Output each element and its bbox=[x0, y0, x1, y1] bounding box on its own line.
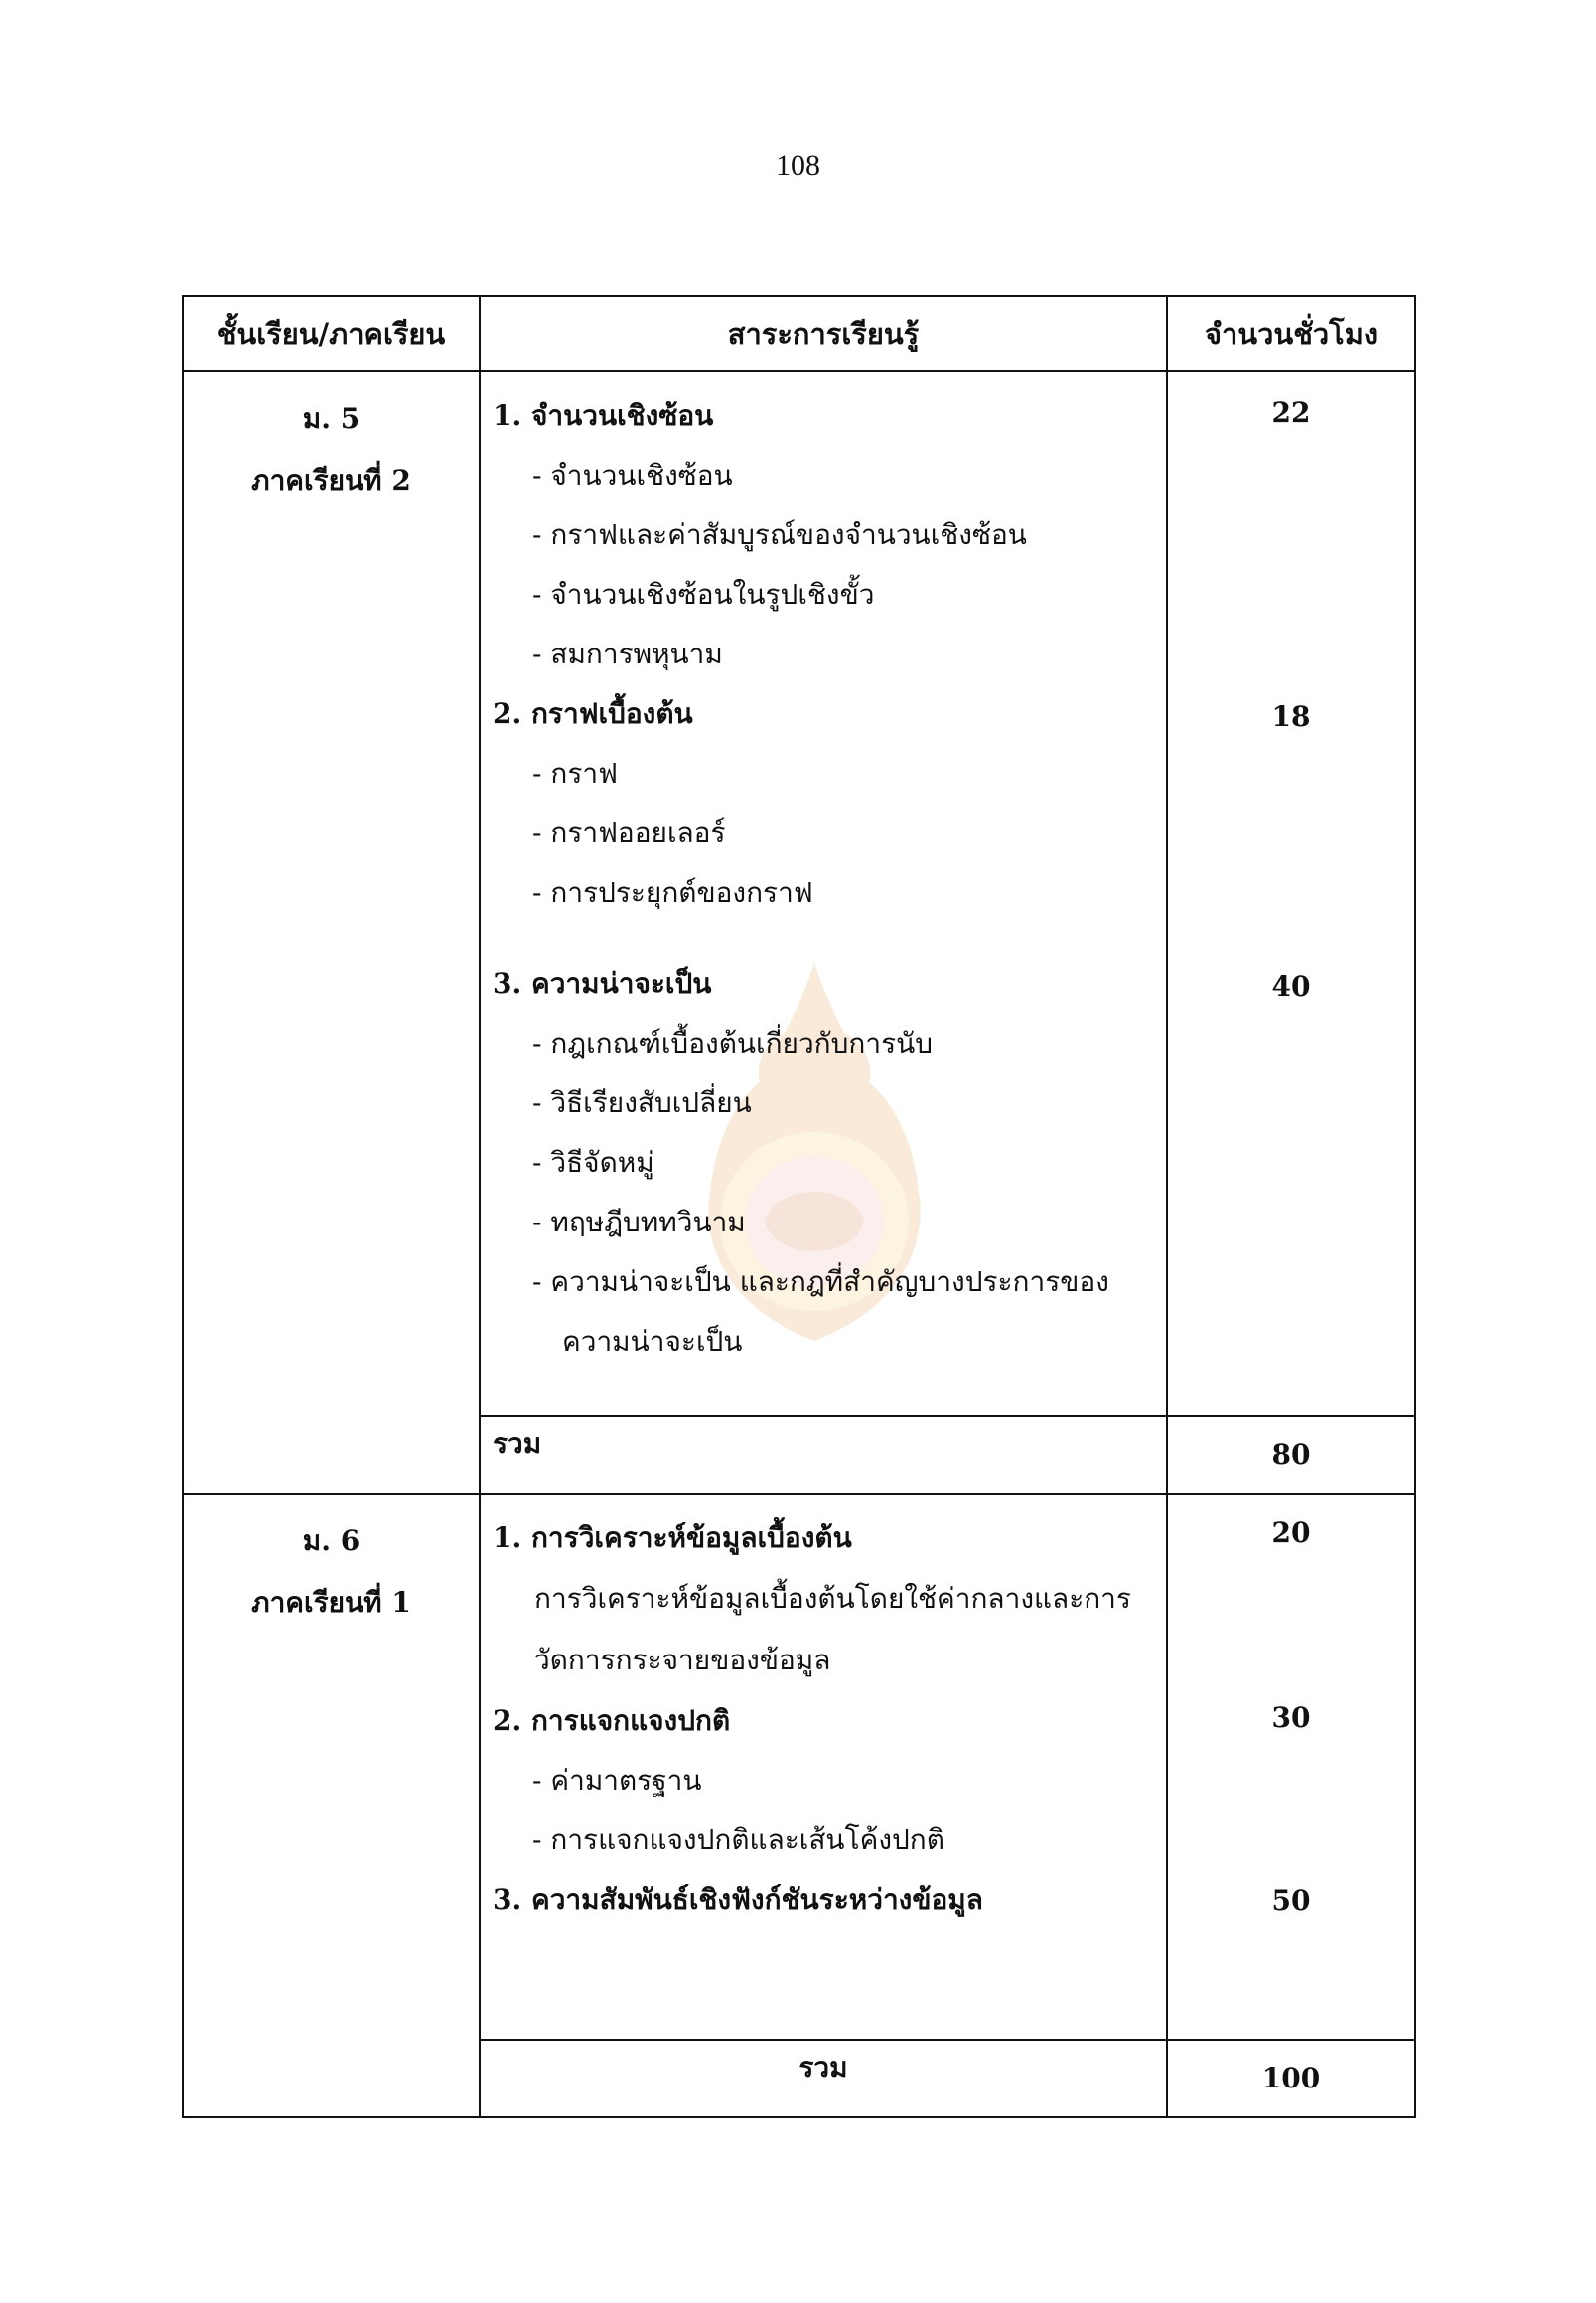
topic-item: - ค่ามาตรฐาน bbox=[532, 1764, 702, 1797]
total-label: รวม bbox=[480, 2040, 1167, 2117]
topic-paragraph: วัดการกระจายของข้อมูล bbox=[534, 1644, 831, 1676]
hours-value: 22 bbox=[1271, 396, 1311, 429]
topic-item: - กราฟและค่าสัมบูรณ์ของจำนวนเชิงซ้อน bbox=[532, 518, 1027, 551]
topic-title: 2. การแจกแจงปกติ bbox=[493, 1704, 731, 1737]
table-header-row bbox=[183, 296, 1415, 371]
table-row bbox=[183, 371, 1415, 1416]
topic-title: 1. จำนวนเชิงซ้อน bbox=[493, 399, 714, 432]
hours-value: 50 bbox=[1271, 1884, 1311, 1917]
header-content: สาระการเรียนรู้ bbox=[480, 296, 1167, 371]
topic-item: - จำนวนเชิงซ้อนในรูปเชิงขั้ว bbox=[532, 578, 875, 611]
topic-paragraph: การวิเคราะห์ข้อมูลเบื้องต้นโดยใช้ค่ากลางและการ bbox=[534, 1582, 1131, 1615]
page-number: 108 bbox=[776, 149, 820, 182]
topic-title: 1. การวิเคราะห์ข้อมูลเบื้องต้น bbox=[493, 1521, 852, 1554]
topic-item: - ความน่าจะเป็น และกฎที่สำคัญบางประการของ bbox=[532, 1265, 1109, 1298]
total-label: รวม bbox=[480, 1416, 1167, 1494]
grade-label: ม. 5 bbox=[302, 402, 361, 435]
topic-item: - กราฟ bbox=[532, 757, 618, 790]
term-label: ภาคเรียนที่ 2 bbox=[251, 464, 411, 497]
header-grade: ชั้นเรียน/ภาคเรียน bbox=[183, 296, 480, 371]
hours-value: 18 bbox=[1271, 700, 1311, 733]
topic-item: - วิธีจัดหมู่ bbox=[532, 1146, 654, 1179]
topic-title: 2. กราฟเบื้องต้น bbox=[493, 697, 693, 730]
topic-item: - การประยุกต์ของกราฟ bbox=[532, 876, 813, 909]
topic-item: - สมการพหุนาม bbox=[532, 638, 723, 670]
topic-item: - วิธีเรียงสับเปลี่ยน bbox=[532, 1086, 752, 1119]
total-hours: 80 bbox=[1167, 1416, 1415, 1494]
topic-item: - การแจกแจงปกติและเส้นโค้งปกติ bbox=[532, 1823, 944, 1856]
hours-value: 40 bbox=[1271, 970, 1311, 1003]
content-cell-m6 bbox=[480, 1494, 1167, 2040]
grade-cell-m6 bbox=[183, 1494, 480, 2117]
term-label: ภาคเรียนที่ 1 bbox=[251, 1586, 411, 1619]
topic-title: 3. ความสัมพันธ์เชิงฟังก์ชันระหว่างข้อมูล bbox=[493, 1883, 983, 1916]
hours-value: 20 bbox=[1271, 1516, 1311, 1549]
content-cell-m5 bbox=[480, 371, 1167, 1416]
total-hours: 100 bbox=[1167, 2040, 1415, 2117]
hours-cell-m6 bbox=[1167, 1494, 1415, 2040]
hours-value: 30 bbox=[1271, 1701, 1311, 1734]
header-hours: จำนวนชั่วโมง bbox=[1167, 296, 1415, 371]
topic-item: - จำนวนเชิงซ้อน bbox=[532, 459, 733, 492]
hours-cell-m5 bbox=[1167, 371, 1415, 1416]
topic-title: 3. ความน่าจะเป็น bbox=[493, 967, 712, 1000]
table-row bbox=[183, 1494, 1415, 2040]
grade-cell-m5 bbox=[183, 371, 480, 1494]
curriculum-table bbox=[182, 295, 1416, 2118]
grade-label: ม. 6 bbox=[302, 1524, 361, 1557]
topic-item: - กราฟออยเลอร์ bbox=[532, 816, 726, 849]
topic-item-continued: ความน่าจะเป็น bbox=[562, 1325, 743, 1358]
topic-item: - ทฤษฎีบททวินาม bbox=[532, 1206, 746, 1238]
topic-item: - กฎเกณฑ์เบื้องต้นเกี่ยวกับการนับ bbox=[532, 1027, 934, 1060]
